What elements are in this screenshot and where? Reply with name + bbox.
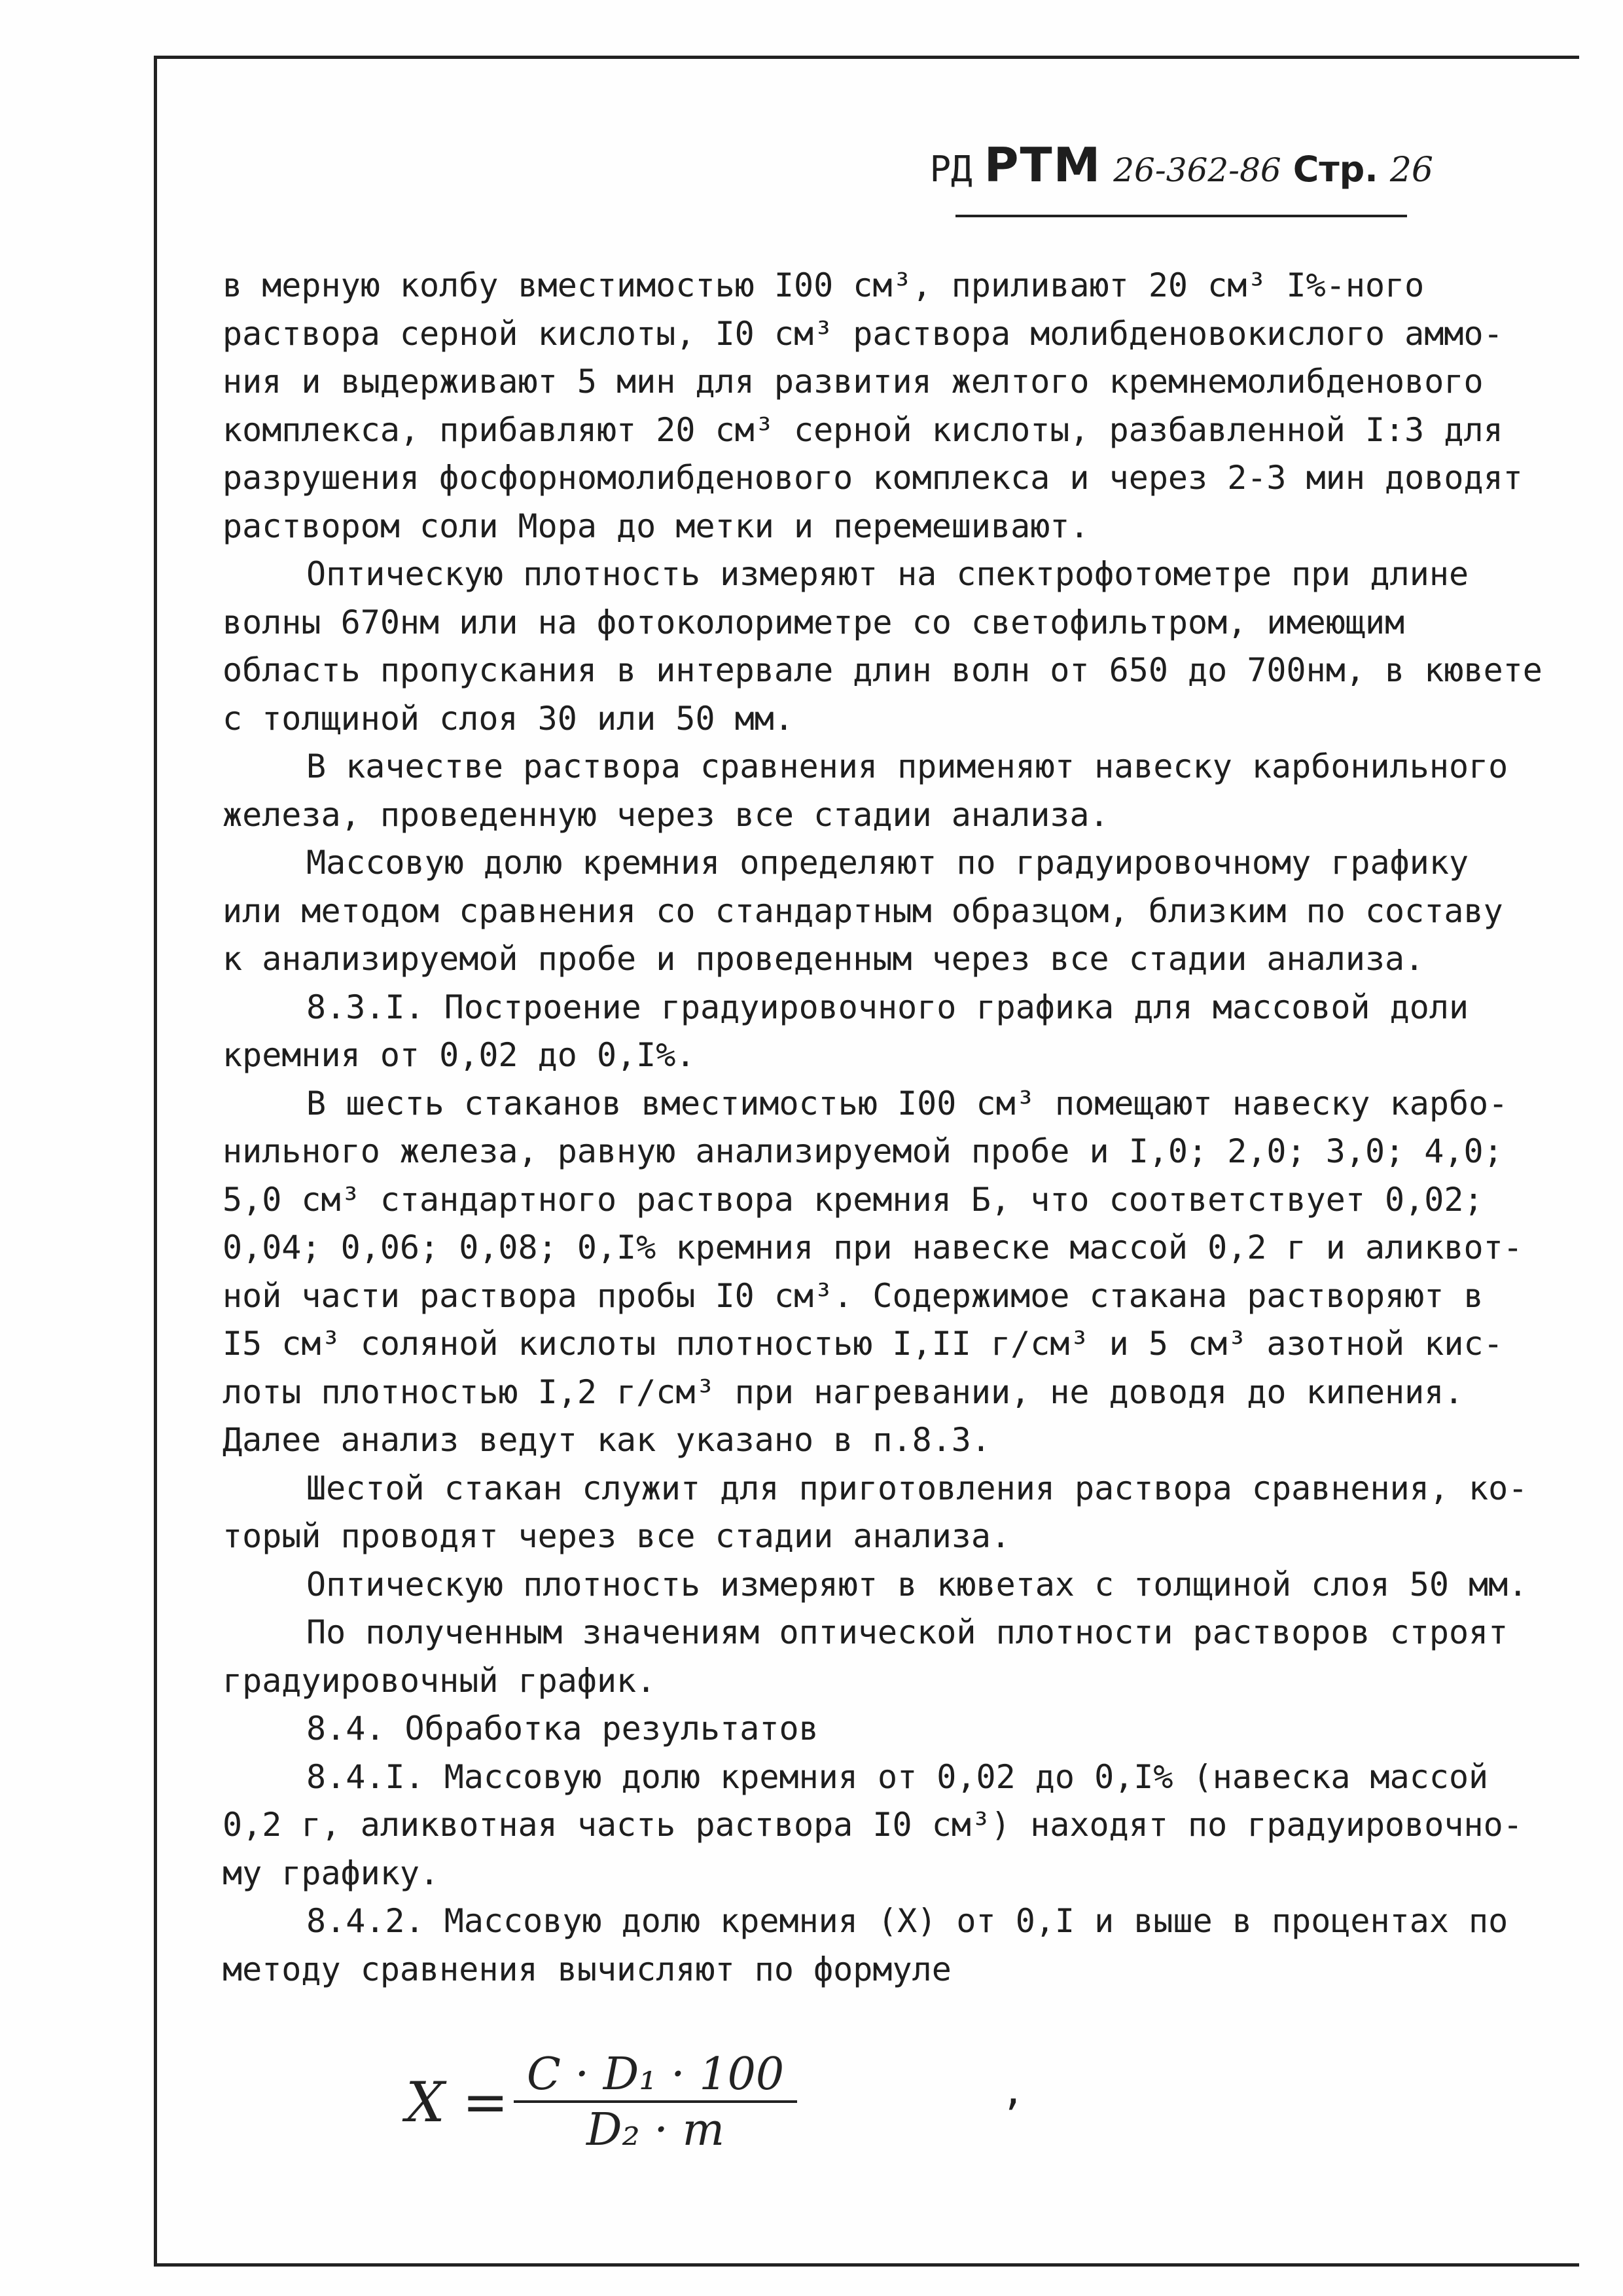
text-line: методу сравнения вычисляют по формуле — [223, 1950, 952, 1988]
text-line: В качестве раствора сравнения применяют навеску карбонильного — [306, 747, 1508, 785]
text-line: 0,2 г, аликвотная часть раствора I0 см³) находят по градуировочно- — [223, 1806, 1523, 1844]
header-page-number: 26 — [1389, 151, 1433, 190]
text-line: му графику. — [223, 1854, 440, 1892]
text-line: ной части раствора пробы I0 см³. Содержимое стакана растворяют в — [223, 1276, 1484, 1315]
text-line: Оптическую плотность измеряют в кюветах с толщиной слоя 50 мм. — [306, 1565, 1528, 1604]
text-line: I5 см³ соляной кислоты плотностью I,II г/см³ и 5 см³ азотной кис- — [223, 1325, 1503, 1363]
text-line: кремния от 0,02 до 0,I%. — [223, 1036, 696, 1074]
section-heading: 8.4.I. Массовую долю кремния от 0,02 до 0,I% (навеска массой — [306, 1757, 1489, 1796]
text-line: По полученным значениям оптической плотности растворов строят — [306, 1613, 1508, 1651]
text-line: железа, проведенную через все стадии анализа. — [223, 795, 1109, 834]
text-line: разрушения фосфорномолибденового комплекса и через 2-3 мин доводят — [223, 459, 1523, 497]
header-page-label: Стр. — [1293, 149, 1378, 190]
page-header — [930, 137, 1433, 192]
header-doc-code: 26-362-86 — [1113, 151, 1281, 189]
document-body — [223, 262, 1564, 1994]
header-underline — [955, 215, 1407, 217]
text-line: Массовую долю кремния определяют по градуировочному графику — [306, 844, 1469, 882]
text-line: Шестой стакан служит для приготовления раствора сравнения, ко- — [306, 1469, 1528, 1507]
text-line: Оптическую плотность измеряют на спектрофотометре при длине — [306, 555, 1469, 593]
header-rtm: РТМ — [984, 137, 1102, 192]
section-heading: 8.3.I. Построение градуировочного графика для массовой доли — [306, 988, 1469, 1026]
text-line: нильного железа, равную анализируемой пробе и I,0; 2,0; 3,0; 4,0; — [223, 1132, 1503, 1170]
text-line: или методом сравнения со стандартным образцом, близким по составу — [223, 891, 1503, 930]
header-rd: РД — [929, 149, 972, 190]
text-line: торый проводят через все стадии анализа. — [223, 1517, 1011, 1555]
text-line: раствора серной кислоты, I0 см³ раствора молибденовокислого аммо- — [223, 314, 1503, 353]
text-line: комплекса, прибавляют 20 см³ серной кислоты, разбавленной I:3 для — [223, 410, 1503, 449]
formula-trailing-comma: , — [1001, 2068, 1026, 2114]
text-line: градуировочный график. — [223, 1661, 656, 1700]
formula-numerator: C · D₁ · 100 — [514, 2049, 797, 2103]
formula-denominator: D₂ · m — [586, 2104, 725, 2156]
text-line: в мерную колбу вместимостью I00 см³, приливают 20 см³ I%-ного — [223, 266, 1425, 304]
formula-fraction — [514, 2049, 797, 2156]
formula-lhs: X = — [406, 2070, 508, 2134]
text-line: с толщиной слоя 30 или 50 мм. — [223, 699, 794, 738]
text-line: В шесть стаканов вместимостью I00 см³ помещают навеску карбо- — [306, 1084, 1508, 1122]
text-line: к анализируемой пробе и проведенным через все стадии анализа. — [223, 940, 1425, 978]
text-line: Далее анализ ведут как указано в п.8.3. — [223, 1421, 991, 1459]
section-heading: 8.4. Обработка результатов — [306, 1710, 819, 1748]
text-line: волны 670нм или на фотоколориметре со светофильтром, имеющим — [223, 603, 1405, 641]
text-line: 5,0 см³ стандартного раствора кремния Б, что соответствует 0,02; — [223, 1180, 1484, 1219]
handwritten-formula — [406, 2049, 797, 2156]
text-line: лоты плотностью I,2 г/см³ при нагревании, не доводя до кипения. — [223, 1372, 1464, 1411]
section-heading: 8.4.2. Массовую долю кремния (X) от 0,I и выше в процентах по — [306, 1902, 1508, 1940]
text-line: ния и выдерживают 5 мин для развития желтого кремнемолибденового — [223, 363, 1484, 401]
text-line: раствором соли Мора до метки и перемешивают. — [223, 507, 1090, 545]
text-line: 0,04; 0,06; 0,08; 0,I% кремния при навеске массой 0,2 г и аликвот- — [223, 1229, 1523, 1266]
text-line: область пропускания в интервале длин волн от 650 до 700нм, в кювете — [223, 651, 1543, 689]
